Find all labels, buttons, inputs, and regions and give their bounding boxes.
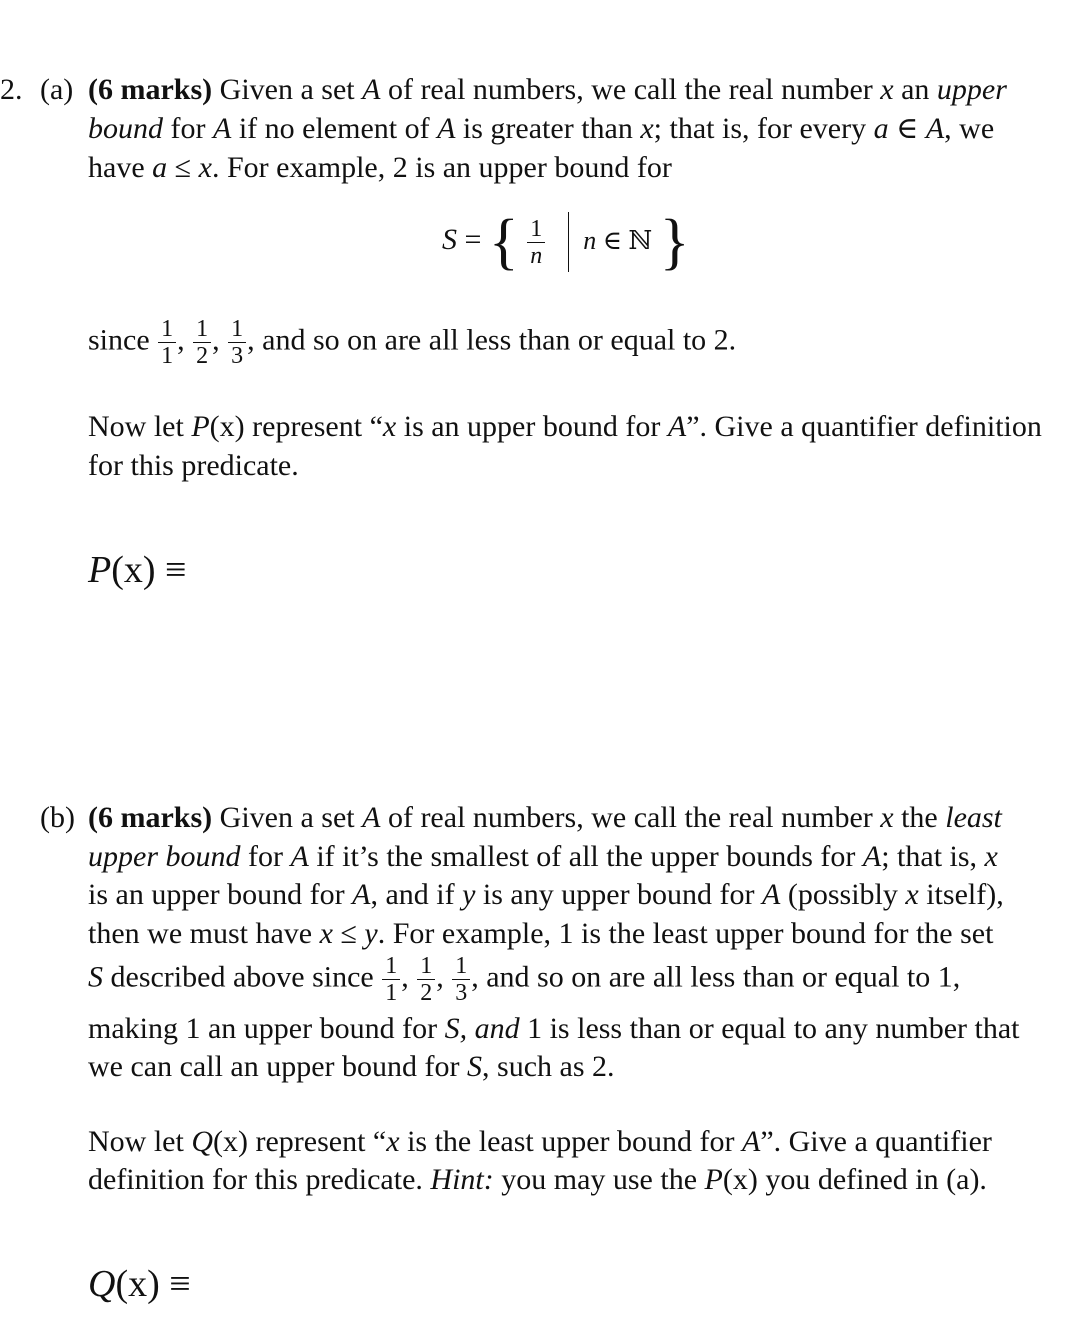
part-a-prompt-line-1: Now let P(x) represent “x is an upper bound for A”. Give a quantifier definition [88, 410, 1042, 443]
fraction-1-3: $\frac{1}{3}$ [452, 953, 470, 1006]
right-brace: } [659, 208, 690, 276]
fraction-1-1: $\frac{1}{1}$ [158, 316, 176, 369]
part-b-prompt-line-1: Now let Q(x) represent “x is the least upper bound for A”. Give a quantifier [88, 1125, 992, 1158]
part-b-intro-line-3: is an upper bound for A, and if y is any upper bound for A (possibly x itself), [88, 878, 1004, 911]
part-b-intro-line-5: S described above since $\frac{1}{1}$ , $\frac{1}{2}$ , $\frac{1}{3}$ , and so on are all less than or equal to 1, [88, 953, 961, 1006]
part-b-intro-line-1: (6 marks) Given a set A of real numbers, we call the real number x the least [88, 801, 1002, 834]
part-b-marks: (6 marks) [88, 801, 213, 834]
part-a-since-line: since $\frac{1}{1}$ , $\frac{1}{2}$ , $\frac{1}{3}$ , and so on are all less than or equal to 2. [88, 316, 737, 369]
part-a-marks: (6 marks) [88, 73, 213, 106]
fraction-1-2: $\frac{1}{2}$ [417, 953, 435, 1006]
question-number: 2. [0, 73, 23, 106]
part-a-prompt-line-2: for this predicate. [88, 449, 299, 482]
set-s-definition: S = { $\frac{1}{n}$ n ∈ ℕ } [442, 208, 690, 276]
part-b-intro-line-6: making 1 an upper bound for S, and 1 is less than or equal to any number that [88, 1012, 1020, 1045]
part-b-intro-line-4: then we must have x ≤ y. For example, 1 is the least upper bound for the set [88, 917, 994, 950]
part-a-intro-line-1: (6 marks) Given a set A of real numbers, we call the real number x an upper [88, 73, 1007, 106]
left-brace: { [488, 208, 519, 276]
part-b-prompt-line-2: definition for this predicate. Hint: you may use the P(x) you defined in (a). [88, 1163, 987, 1196]
set-builder-bar [568, 212, 570, 272]
part-b-intro-line-7: we can call an upper bound for S, such as 2. [88, 1050, 615, 1083]
fraction-1-3: $\frac{1}{3}$ [228, 316, 246, 369]
fraction-one-over-n: $\frac{1}{n}$ [527, 216, 545, 269]
fraction-1-2: $\frac{1}{2}$ [193, 316, 211, 369]
part-a-label: (a) [40, 73, 74, 106]
part-a-intro-line-3: have a ≤ x. For example, 2 is an upper bound for [88, 151, 672, 184]
part-a-answer-lhs: P(x) ≡ [88, 549, 187, 591]
part-a-intro-line-2: bound for A if no element of A is greater than x; that is, for every a ∈ A, we [88, 112, 995, 145]
part-b-label: (b) [40, 801, 75, 834]
part-b-answer-lhs: Q(x) ≡ [88, 1263, 191, 1305]
fraction-1-1: $\frac{1}{1}$ [382, 953, 400, 1006]
part-b-intro-line-2: upper bound for A if it’s the smallest of all the upper bounds for A; that is, x [88, 840, 998, 873]
